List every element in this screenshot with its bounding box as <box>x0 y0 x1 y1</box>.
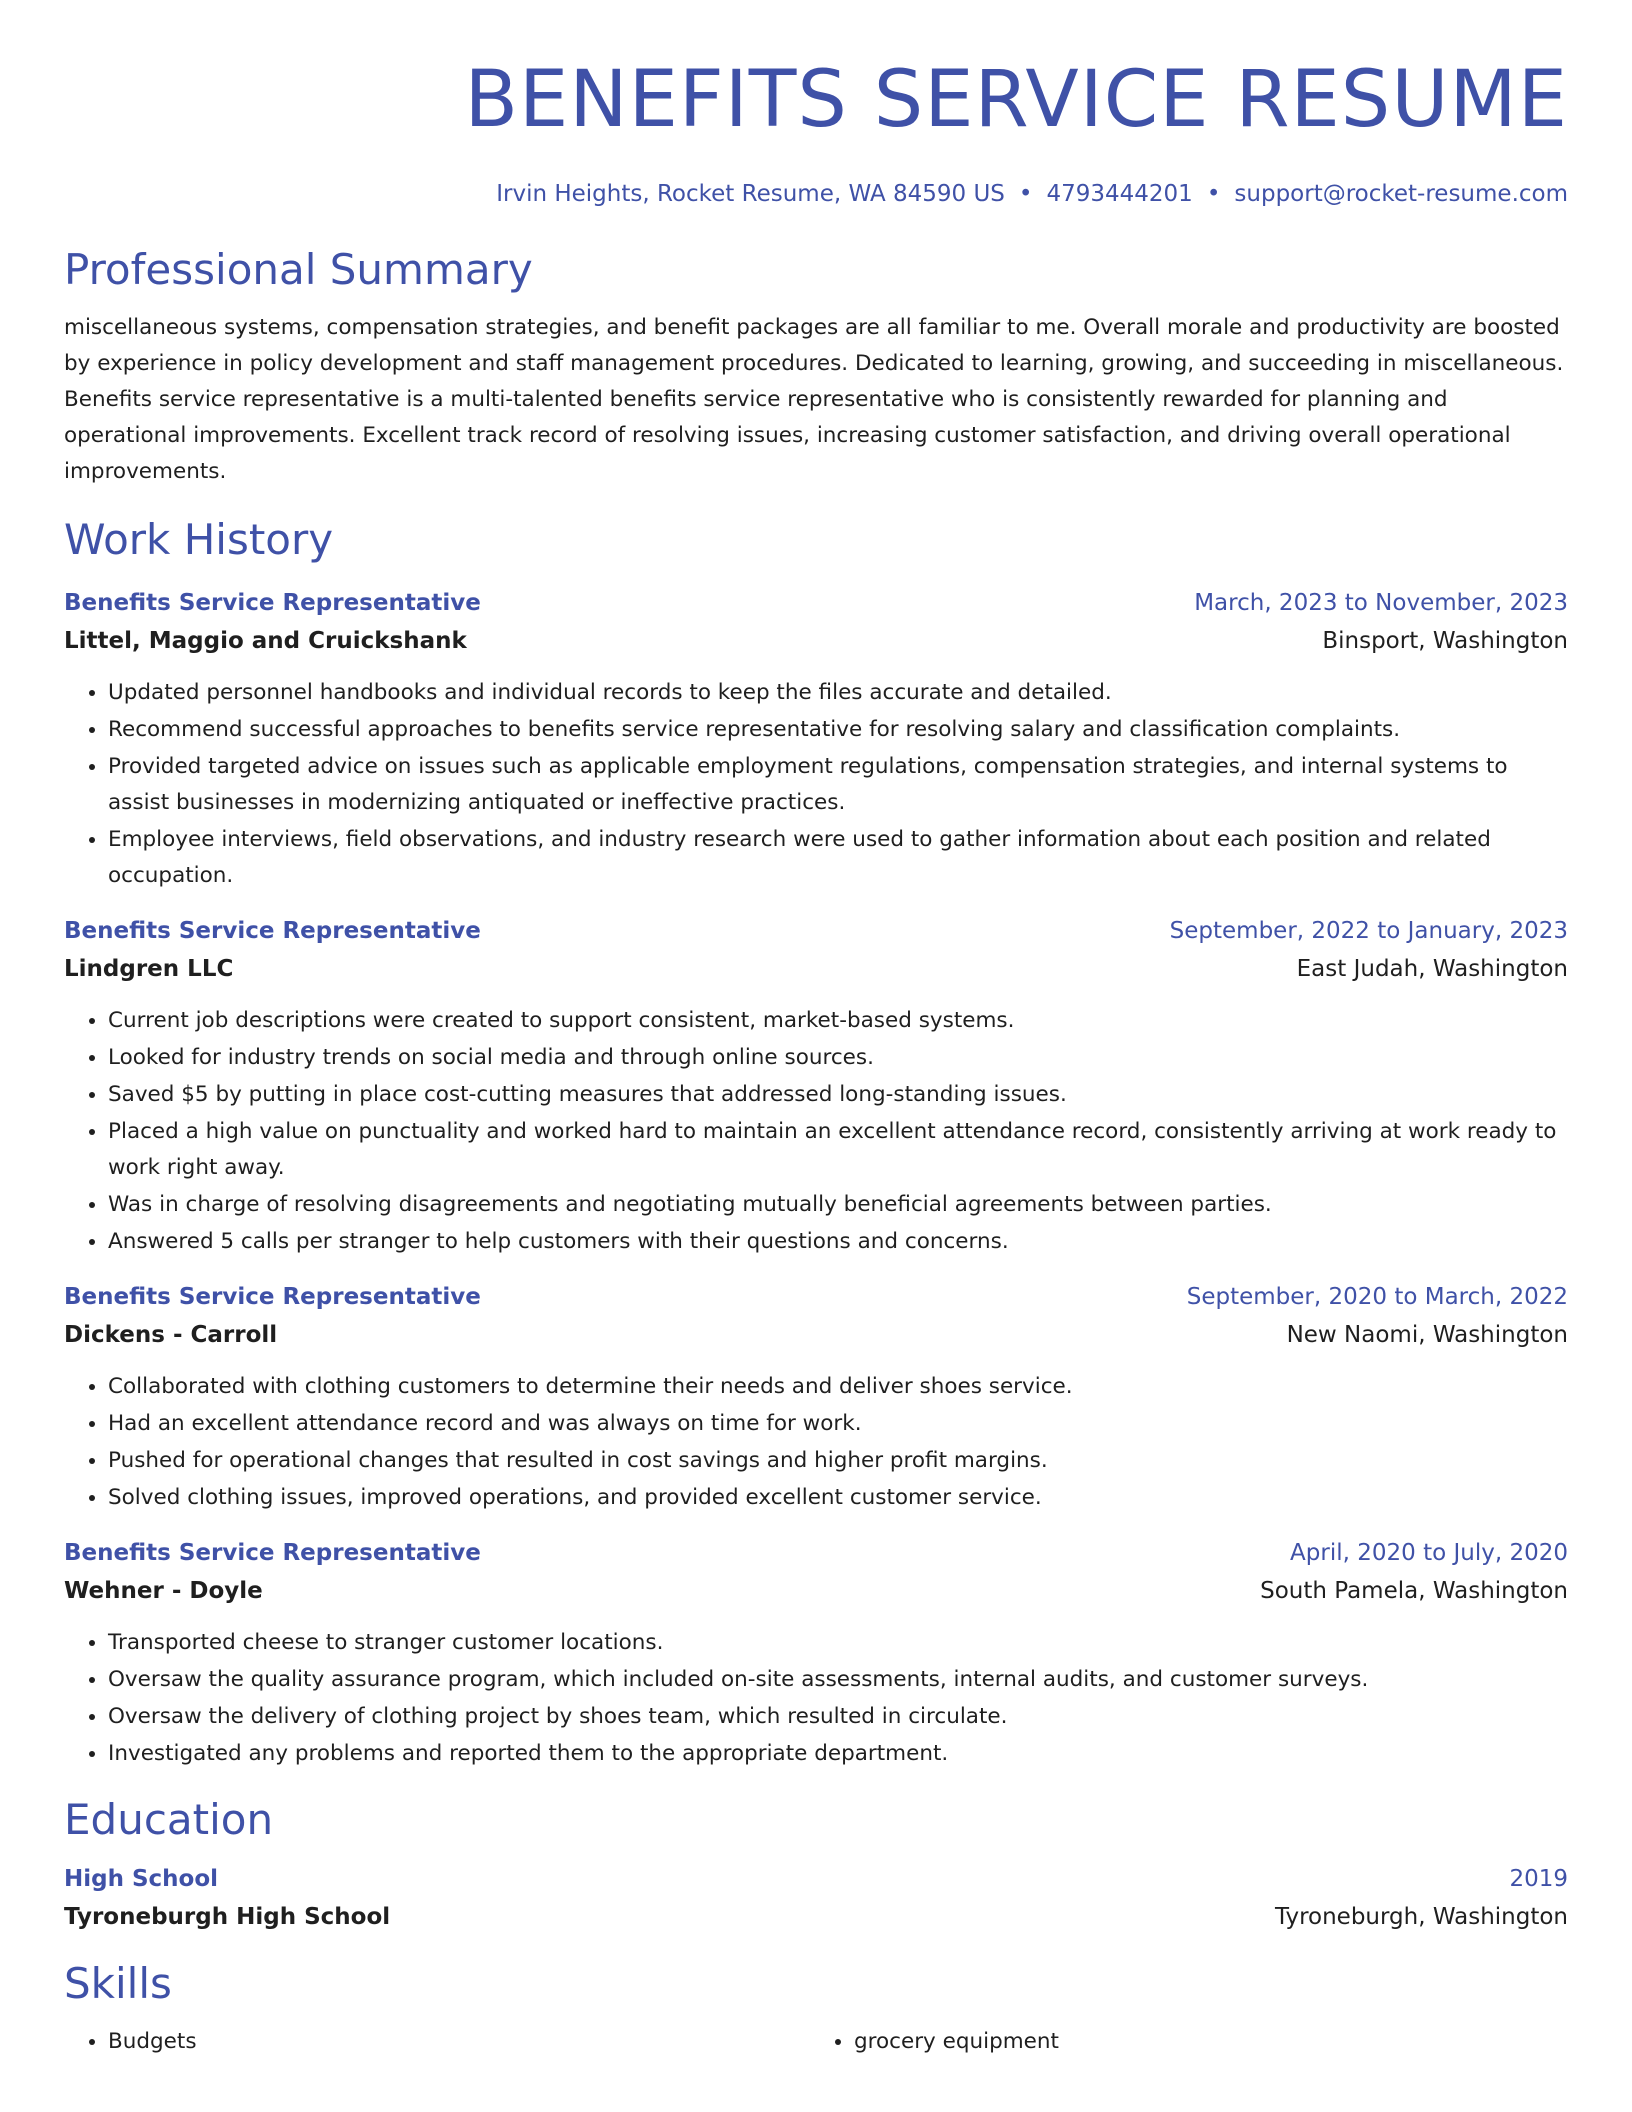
job-bullet: • Oversaw the delivery of clothing project by shoes team, which resulted in circulate. <box>108 1698 1568 1735</box>
resume-title: BENEFITS SERVICE RESUME <box>464 55 1568 145</box>
job-company-row <box>64 622 1568 660</box>
job-bullet: • Investigated any problems and reported them to the appropriate department. <box>108 1735 1568 1772</box>
skills-column-right <box>854 2024 1568 2060</box>
summary-text: miscellaneous systems, compensation strategies, and benefit packages are all familiar to me. Overall morale and productivity are boosted by experience in policy development and staff management procedures. Dedicated to learning, growing, and succeeding in miscellaneous. Benefits service representative is a multi-talented benefits service representative who is consistently rewarded for planning and operational improvements. Excellent track record of resolving issues, increasing customer satisfaction, and driving overall operational improvements. <box>64 315 1564 484</box>
job-bullets <box>64 674 1568 894</box>
job-bullet: • Oversaw the quality assurance program, which included on-site assessments, internal audits, and customer surveys. <box>108 1661 1568 1698</box>
job-bullets <box>64 1624 1568 1772</box>
job-bullet: • Transported cheese to stranger customer locations. <box>108 1624 1568 1661</box>
job-bullets <box>64 1368 1568 1516</box>
job-role: Benefits Service Representative <box>64 1284 481 1310</box>
job-dates: April, 2020 to July, 2020 <box>1290 1540 1568 1566</box>
job-location: South Pamela, Washington <box>1260 1578 1568 1604</box>
job-location: Binsport, Washington <box>1322 628 1568 654</box>
education-degree-row <box>64 1860 1568 1898</box>
contact-separator: • <box>1206 181 1221 207</box>
education-school-row <box>64 1898 1568 1936</box>
skills-heading: Skills <box>64 1959 172 2008</box>
job-entry <box>64 1278 1568 1516</box>
job-title-row <box>64 584 1568 622</box>
contact-separator: • <box>1018 181 1033 207</box>
job-bullet: • Provided targeted advice on issues such as applicable employment regulations, compensation strategies, and internal systems to assist businesses in modernizing antiquated or ineffective practices. <box>108 748 1568 821</box>
summary-heading: Professional Summary <box>64 245 533 294</box>
skills-column-left <box>108 2024 822 2060</box>
job-bullet: • Placed a high value on punctuality and worked hard to maintain an excellent attendance record, consistently arriving at work ready to work right away. <box>108 1113 1568 1186</box>
contact-line <box>64 178 1568 210</box>
job-bullet: • Employee interviews, field observations, and industry research were used to gather information about each position and related occupation. <box>108 821 1568 894</box>
resume-header <box>64 0 1568 210</box>
job-bullet: • Recommend successful approaches to benefits service representative for resolving salary and classification complaints. <box>108 711 1568 748</box>
job-company: Wehner - Doyle <box>64 1578 263 1604</box>
job-bullet: • Answered 5 calls per stranger to help customers with their questions and concerns. <box>108 1223 1568 1260</box>
job-bullet: • Updated personnel handbooks and individual records to keep the files accurate and detailed. <box>108 674 1568 711</box>
job-bullet: • Had an excellent attendance record and was always on time for work. <box>108 1405 1568 1442</box>
job-location: East Judah, Washington <box>1296 956 1568 982</box>
contact-address: Irvin Heights, Rocket Resume, WA 84590 US <box>496 181 1005 207</box>
work-history-heading: Work History <box>64 515 334 564</box>
job-bullet: • Looked for industry trends on social media and through online sources. <box>108 1039 1568 1076</box>
education-location: Tyroneburgh, Washington <box>1274 1904 1568 1930</box>
job-company: Littel, Maggio and Cruickshank <box>64 628 467 654</box>
skill-item: • Budgets <box>108 2024 822 2060</box>
job-dates: March, 2023 to November, 2023 <box>1194 590 1568 616</box>
education-entry <box>64 1860 1568 1936</box>
job-entry <box>64 1534 1568 1772</box>
skill-item: • grocery equipment <box>854 2024 1568 2060</box>
job-role: Benefits Service Representative <box>64 918 481 944</box>
job-role: Benefits Service Representative <box>64 590 481 616</box>
contact-phone: 4793444201 <box>1046 181 1193 207</box>
job-bullet: • Saved $5 by putting in place cost-cutting measures that addressed long-standing issues. <box>108 1076 1568 1113</box>
job-bullets <box>64 1002 1568 1260</box>
job-title-row <box>64 1534 1568 1572</box>
job-bullet: • Current job descriptions were created to support consistent, market-based systems. <box>108 1002 1568 1039</box>
job-location: New Naomi, Washington <box>1286 1322 1568 1348</box>
education-heading: Education <box>64 1795 274 1844</box>
job-title-row <box>64 912 1568 950</box>
education-degree: High School <box>64 1866 219 1892</box>
job-bullet: • Collaborated with clothing customers to determine their needs and deliver shoes service. <box>108 1368 1568 1405</box>
job-bullet: • Pushed for operational changes that resulted in cost savings and higher profit margins. <box>108 1442 1568 1479</box>
job-company-row <box>64 950 1568 988</box>
education-school: Tyroneburgh High School <box>64 1904 391 1930</box>
job-title-row <box>64 1278 1568 1316</box>
education-year: 2019 <box>1509 1866 1568 1892</box>
job-entry <box>64 912 1568 1260</box>
job-bullet: • Was in charge of resolving disagreements and negotiating mutually beneficial agreements between parties. <box>108 1186 1568 1223</box>
job-entry <box>64 584 1568 894</box>
job-bullet: • Solved clothing issues, improved operations, and provided excellent customer service. <box>108 1479 1568 1516</box>
job-company: Lindgren LLC <box>64 956 234 982</box>
job-dates: September, 2020 to March, 2022 <box>1186 1284 1568 1310</box>
job-role: Benefits Service Representative <box>64 1540 481 1566</box>
job-dates: September, 2022 to January, 2023 <box>1169 918 1568 944</box>
contact-email[interactable]: support@rocket-resume.com <box>1234 181 1568 207</box>
skills-list <box>64 2024 1568 2060</box>
job-company: Dickens - Carroll <box>64 1322 278 1348</box>
job-company-row <box>64 1572 1568 1610</box>
job-company-row <box>64 1316 1568 1354</box>
